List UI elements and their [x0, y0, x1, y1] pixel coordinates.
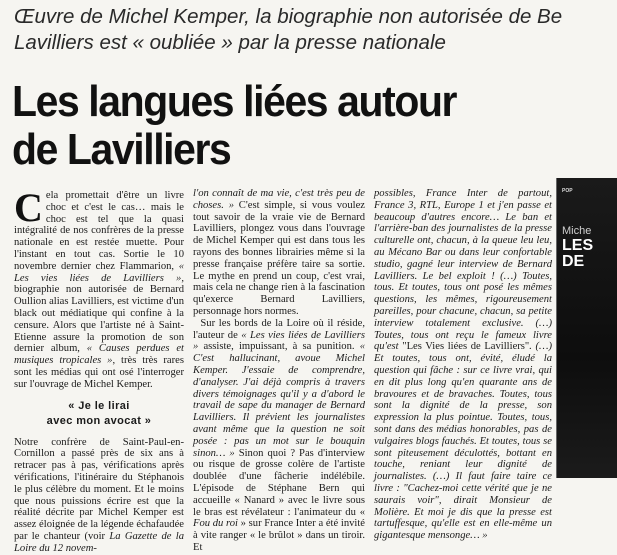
cover-title [562, 238, 593, 270]
subhead-line-1: « Je le lirai [68, 399, 130, 412]
book-title: « Les vies liées de Lavilliers » [14, 260, 184, 284]
subhead-line-2: avec mon avocat » [46, 414, 152, 427]
kicker-line-2: Lavilliers est « oubliée » par la presse nationale [14, 31, 446, 54]
gazette-reference: La Gazette de la Loire du 12 novem- [14, 530, 185, 554]
column-1-paragraph-1: Cela promettait d'être un livre choc et c'est le cas… mais le choc est tel que la quasi intégralité de nos confrères de la presse nationale en est restée muette. Pour l'instant en tout cas. Sortie le 10 novembre dernier chez Flammarion, « Les vies liées de Lavilliers », biographie non autorisée de Bernard Oullion alias Lavilliers, est victime d'un black out médiatique qui confine à la censure. Alors que l'artiste né à Saint-Etienne assure la promotion de son dernier album, « Causes perdues et musiques tropicales », très très rares sont les médias qui ont osé l'interroger sur l'ouvrage de Michel Kemper. [14, 185, 184, 390]
column-2-paragraph-2: Sur les bords de la Loire où il réside, l'auteur de « Les vies liées de Lavilliers » assiste, impuissant, à sa punition. « C'est hallucinant, avoue Michel Kemper. J'essaie de comprendre, d'analyser. J'ai déjà compris à travers divers témoignages qu'il y a d'abord le travail de sape du manager de Bernard Lavilliers. Il prévient les journalistes avant même que la question ne soit posée : pas un mot sur le bouquin sinon… » Sinon quoi ? Pas d'interview ou risque de grosse colère de l'artiste doublée d'une fâcherie indélébile. L'épisode de Stéphane Bern qui accueille « Nanard » avec le livre sous le bras est révélateur : l'animateur du « Fou du roi » sur France Inter a été invité à vite ranger « le brûlot » dans un tiroir. Et [193, 317, 366, 553]
cover-title-line-2: DE [562, 253, 585, 270]
headline-line-1: Les langues liées autour [12, 77, 457, 126]
book-title: « Les vies liées de Lavilliers » [193, 329, 366, 353]
album-title: « Causes perdues et musiques tropicales » [14, 343, 184, 367]
article-column-3 [374, 188, 553, 542]
cover-author: Miche [562, 225, 592, 237]
cover-title-line-1: LES [562, 237, 594, 254]
drop-cap: C [14, 185, 43, 230]
article-headline [12, 78, 561, 174]
headline-line-2: de Lavilliers [12, 125, 231, 174]
column-3-quote: possibles, France Inter de partout, France 3, RTL, Europe 1 et j'en passe et beaucoup d'autres encore… Le ban et l'arrière-ban des journalistes de la presse culturelle ont, chacun, à la queue leu leu, au Mécano Bar ou dans leur confortable studio, gagné leur interview de Bernard Lavilliers. Le bel exploit ! (…) Toutes, tous. Et toutes, tous ont posé les mêmes questions, les mêmes, rigoureusement pareilles, pour chacune, chacun, sa petite interview totalement exclusive. (…) Toutes, tous ont reçu le fameux livre qu'est "Les Vies liées de Lavilliers". (…) Et toutes, tous ont, évité, éludé la question qui fâche : sur ce livre vrai, qui en dit plus long qu'en quarante ans de bravoures et de bravaches. Toutes, tous sont la dignité de la presse, son expression la plus pointue. Toutes, tous, sont dans des médias honorables, pas de vulgaires blogs fauchés. Et toutes, tous se sont piteusement déculottés, bottant en touche, reniant leur dignité de journalistes. (…) Il faut faire taire ce livre : "Cachez-moi cette vérité que je ne saurais voir", dirait Monsieur de Molière. Et moi je dis que la presse est tartuffesque, qu'elle est en elle-même un gigantesque mensonge… » [374, 188, 553, 542]
cover-brand: POP [562, 188, 573, 194]
kicker-line-1: Œuvre de Michel Kemper, la biographie non autorisée de Be [14, 5, 563, 28]
book-title: "Les Vies liées de Lavilliers" [402, 341, 530, 353]
article-column-1 [14, 185, 185, 554]
article-kicker [14, 4, 604, 56]
column-1-paragraph-2: Notre confrère de Saint-Paul-en-Cornillon a passé près de six ans à retracer pas à pas, vérifications après vérifications, l'itinéraire du Stéphanois le plus célèbre du moment. Et le moins que nous puissions écrire est que la réalité décrite par Michel Kemper est assez éloignée de la légende échafaudée par le chanteur (voir La Gazette de la Loire du 12 novem- [14, 436, 185, 554]
article-column-2 [193, 188, 366, 553]
column-2-paragraph-1: l'on connaît de ma vie, c'est très peu de choses. » C'est simple, si vous voulez tout savoir de la vraie vie de Bernard Lavilliers, plongez vous dans l'ouvrage de Michel Kemper qui est dans tous les rayons des bonnes librairies même si la presse française préfère taire sa sortie. Le mythe en prend un coup, c'est vrai, mais cela ne change rien à la fascination qu'exerce Bernard Lavilliers, personnage hors normes. [193, 188, 365, 317]
column-subhead [14, 399, 184, 429]
radio-show-title: Fou du roi [193, 518, 238, 530]
author-quote: « C'est hallucinant, avoue Michel Kemper. J'essaie de comprendre, d'analyser. J'ai déjà compris à travers divers témoignages qu'il y a d'abord le travail de sape du manager de Bernard Lavilliers. Il prévient les journalistes avant même que la question ne soit posée : pas un mot sur le bouquin sinon… » [193, 341, 365, 459]
book-cover-image [556, 178, 617, 478]
